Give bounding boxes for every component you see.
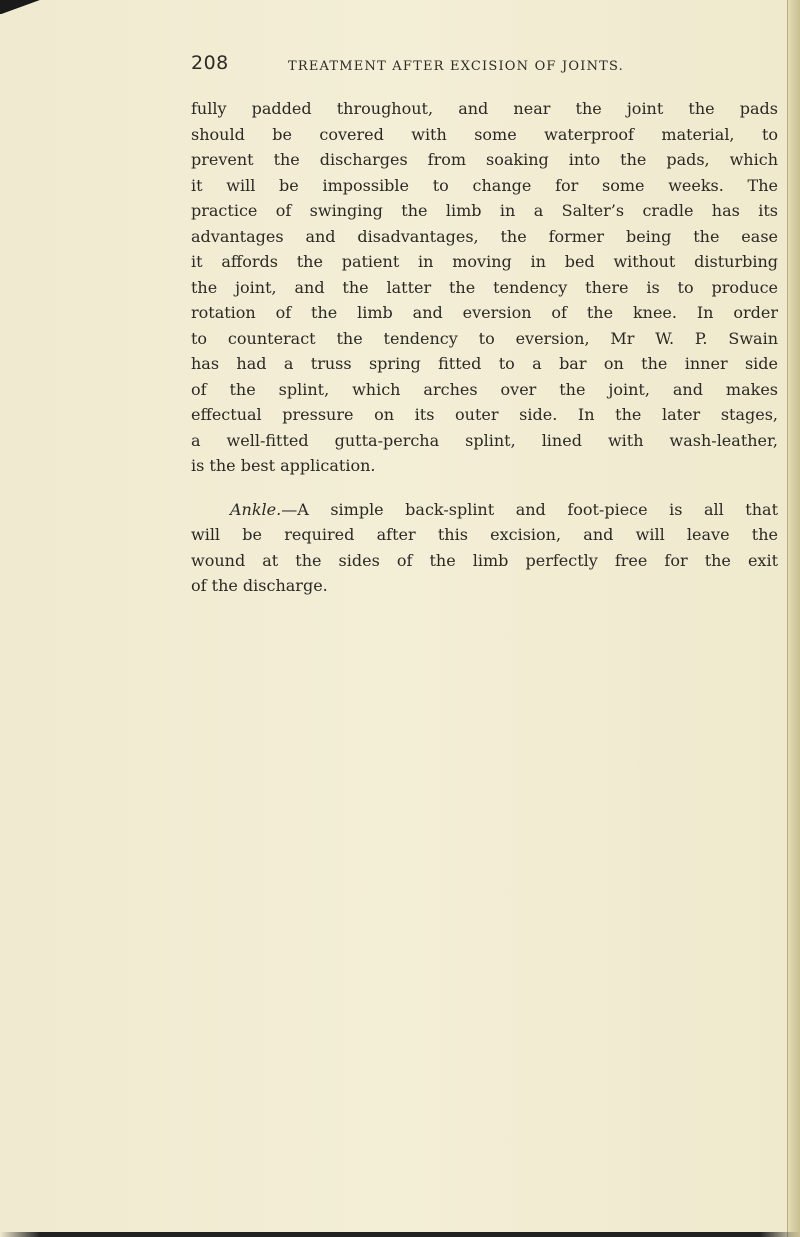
paragraph-2 [191, 497, 778, 599]
running-title: TREATMENT AFTER EXCISION OF JOINTS. [288, 59, 625, 74]
text-line: is the best application. [191, 456, 376, 475]
body-text [191, 96, 778, 599]
text-line: of the discharge. [191, 576, 328, 595]
text-line: will be required after this excision, and will leave the [191, 525, 778, 544]
text-line: advantages and disadvantages, the former being the ease [191, 226, 778, 246]
text-line: of the splint, which arches over the joint, and makes [191, 379, 778, 399]
text-line: wound at the sides of the limb perfectly free for the exit [191, 550, 778, 570]
text-line: should be covered with some waterproof material, to [191, 124, 778, 144]
page-number: 208 [191, 52, 229, 74]
corner-mark [0, 0, 60, 14]
text-line: to counteract the tendency to eversion, Mr W. P. Swain [191, 328, 778, 348]
page-edge [787, 0, 800, 1237]
text-line: has had a truss spring fitted to a bar on the inner side [191, 354, 778, 373]
text-line: fully padded throughout, and near the joint the pads [191, 99, 778, 118]
paragraph-1 [191, 96, 778, 479]
text-line: prevent the discharges from soaking into the pads, which [191, 150, 778, 169]
text-line: it affords the patient in moving in bed without disturbing [191, 252, 778, 271]
text-run: —A simple back-splint and foot-piece is all that [281, 499, 778, 519]
paragraph-gap [191, 479, 778, 497]
text-line: a well-fitted gutta-percha splint, lined with wash-leather, [191, 430, 778, 450]
section-heading: Ankle. [230, 499, 282, 519]
text-line [191, 497, 778, 523]
bottom-rule [0, 1232, 800, 1237]
text-line: the joint, and the latter the tendency there is to produce [191, 277, 778, 297]
text-line: it will be impossible to change for some weeks. The [191, 175, 778, 195]
text-line: practice of swinging the limb in a Salter’s cradle has its [191, 201, 778, 220]
text-line: effectual pressure on its outer side. In the later stages, [191, 405, 778, 424]
text-line: rotation of the limb and eversion of the knee. In order [191, 303, 778, 322]
page-header [191, 52, 791, 82]
